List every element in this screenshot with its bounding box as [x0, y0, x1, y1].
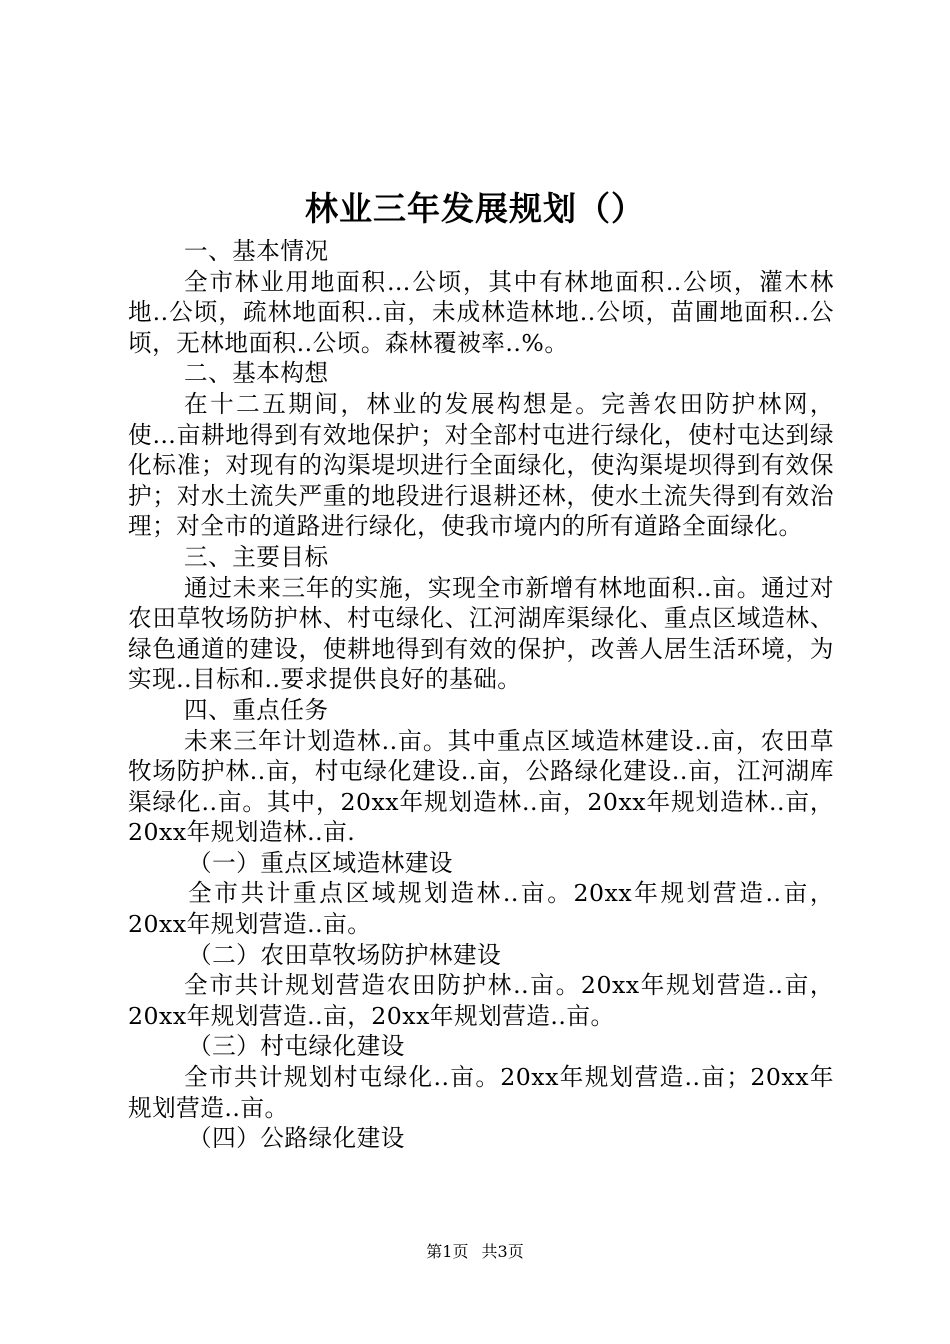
subsection-heading: （三）村屯绿化建设 — [188, 1032, 405, 1061]
body-paragraph: 全市林业用地面积…公顷，其中有林地面积..公顷，灌木林地..公顷，疏林地面积..亩，未成林造林地..公顷，苗圃地面积..公顷，无林地面积..公顷。森林覆被率..%。 — [128, 267, 834, 357]
page-footer — [0, 1241, 950, 1263]
subsection-heading: （四）公路绿化建设 — [188, 1124, 405, 1153]
body-paragraph: 通过未来三年的实施，实现全市新增有林地面积..亩。通过对农田草牧场防护林、村屯绿化、江河湖库渠绿化、重点区域造林、绿色通道的建设，使耕地得到有效的保护，改善人居生活环境，为实现..目标和..要求提供良好的基础。 — [128, 573, 834, 694]
subsection-heading: （一）重点区域造林建设 — [188, 848, 454, 877]
body-paragraph: 未来三年计划造林..亩。其中重点区域造林建设..亩，农田草牧场防护林..亩，村屯绿化建设..亩，公路绿化建设..亩，江河湖库渠绿化..亩。其中，20xx年规划造林..亩，20xx年规划造林..亩，20xx年规划造林..亩. — [128, 726, 834, 847]
section-heading: 三、主要目标 — [184, 542, 329, 571]
subsection-heading: （二）农田草牧场防护林建设 — [188, 940, 502, 969]
page-number: 第1页 — [426, 1242, 469, 1261]
body-paragraph: 在十二五期间，林业的发展构想是。完善农田防护林网，使…亩耕地得到有效地保护；对全部村屯进行绿化，使村屯达到绿化标准；对现有的沟渠堤坝进行全面绿化，使沟渠堤坝得到有效保护；对水土流失严重的地段进行退耕还林，使水土流失得到有效治理；对全市的道路进行绿化，使我市境内的所有道路全面绿化。 — [128, 389, 834, 541]
section-heading: 二、基本构想 — [184, 359, 329, 388]
body-paragraph: 全市共计规划营造农田防护林..亩。20xx年规划营造..亩，20xx年规划营造..亩，20xx年规划营造..亩。 — [128, 971, 834, 1030]
document-body — [128, 236, 834, 1154]
section-heading: 四、重点任务 — [184, 695, 329, 724]
document-title: 林业三年发展规划（） — [305, 189, 645, 228]
section-heading: 一、基本情况 — [184, 237, 329, 265]
page-total: 共3页 — [481, 1242, 524, 1261]
body-paragraph: 全市共计规划村屯绿化..亩。20xx年规划营造..亩；20xx年规划营造..亩。 — [128, 1063, 835, 1122]
body-paragraph: 全市共计重点区域规划造林..亩。20xx年规划营造..亩，20xx年规划营造..亩。 — [128, 879, 834, 939]
